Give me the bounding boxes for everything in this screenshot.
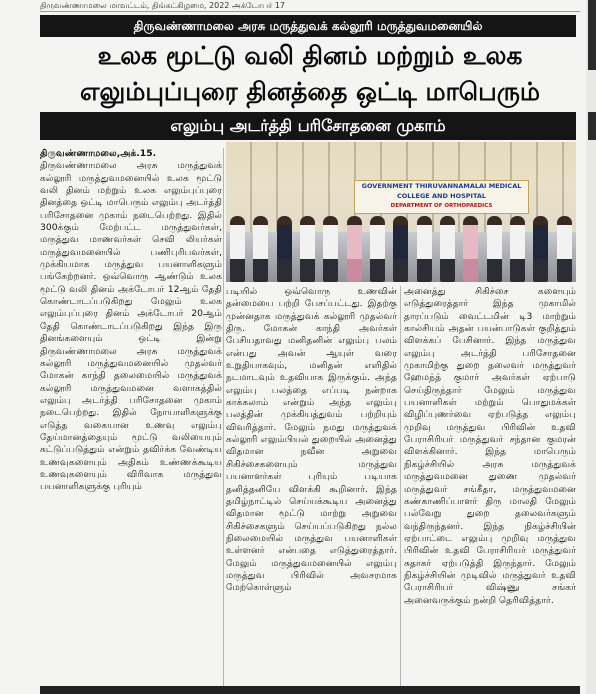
person-figure [533,216,548,282]
article-column-2: படியில் ஒவ்வொரு உணவின் தன்மையை பற்றி பேசப்பட்டது. இதற்கு முன்னதாக மருத்துவக் கல்லூரி முதல்வர் திரு. மோகன் காந்தி அவர்கள் பேசியதாவது மனிதனின் எலும்பு பலம் என்பது அவன் ஆயுள் வரை உறுதியாகவும், மனிதன் எளிதில் நடமாடவும் உதவியாக இருக்கும். அந்த எலும்பு பலத்தை எப்படி நன்றாக காக்கலாம் என்றும் அந்த எலும்பு பலத்தின் முக்கியத்துவம் பற்றியும் விவரித்தார். மேலும் நமது மருத்துவக் கல்லூரி எலும்பியல் துறையில் அனைத்து விதமான நவீன அறுவை சிகிச்சைகளையும் மருத்துவ பயனாளர்கள் புரியும் படியாக தனித்தனியே விளக்கி கூறினார். இந்த தமிழ்நாட்டில் செய்யக்கூடிய அனைத்து விதமான மூட்டு மாற்று அறுவை சிகிச்சைகளும் செய்யப்படுகிறது நல்ல நிலைமையில் மருத்துவ பயனாளிகள் உள்ளனர் என்பதை எடுத்துரைத்தார். மேலும் மருத்துவமனையில் எலும்பு மருத்துவ பிரிவில் அவசரமாக மேற்கொள்ளும் [226,286,397,594]
kicker-banner: திருவண்ணாமலை அரசு மருத்துவக் கல்லூரி மருத்துவமனையில் [40,15,576,37]
person-figure [230,216,245,282]
column-1-text: திருவண்ணாமலை அரசு மருத்துவக் கல்லூரி மருத்துவமனையில் உலக மூட்டு வலி தினம் மற்றும் உலக எலும்புப்புரை தினத்தை ஒட்டி மாபெரும் எலும்பு அடர்த்தி பரிசோதனை முகாம் நடைபெற்றது. இதில் 300க்கும் மேற்பட்ட மருத்துவர்கள், மருத்துவ மாணவர்கள் செவி லியர்கள் மருத்துவமனையில் பணிபுரிபவர்கள், முக்கியமாக மருத்துவ பயனாளிகளும் பங்கேற்றனர். ஒவ்வொரு ஆண்டும் உலக மூட்டு வலி தினம் அக்டோபர் 12ஆம் தேதி கொண்டாடப்படுகிறது மேலும் உலக எலும்புப்புரை தினம் அக்டோபர் 20ஆம் தேதி கொண்டாடப்படுகிறது இந்த இரு தினங்களையும் ஒட்டி இன்று திருவண்ணாமலை அரசு மருத்துவக் கல்லூரி மருத்துவமனையில் முதல்வர் மோகன் காந்தி தலைமையில் மருத்துவக் கல்லூரி மருத்துவமனை வளாகத்தில் எலும்பு அடர்த்தி பரிசோதனை முகாம் நடைபெற்றது. இதில் நோயாளிகளுக்கு எடுத்த வகையான உணவு எலும்பு தேய்மானத்தையும் மூட்டு வலியையும் கட்டுப்படுத்தும் என்றும் தவிர்க்க வேண்டிய உணவுகளையும் அதிகம் உண்ணக்கூடிய உணவுகளையும் விரிவாக மருத்துவ பயனாளிகளுக்கு புரியும் [40,160,222,493]
adjacent-page-block [588,112,596,140]
person-figure [440,216,455,282]
sign-line-3: DEPARTMENT OF ORTHOPAEDICS [390,203,493,209]
person-figure [417,216,432,282]
person-figure [510,216,525,282]
person-figure [347,216,362,282]
person-figure [300,216,315,282]
headline-line-1: உலக மூட்டு வலி தினம் மற்றும் உலக [97,41,523,70]
person-figure [463,216,478,282]
column-divider [400,286,401,686]
sign-line-1: GOVERNMENT THIRUVANNAMALAI MEDICAL [361,182,522,190]
person-figure [323,216,338,282]
sign-line-2: COLLEGE AND HOSPITAL [396,192,487,200]
person-figure [277,216,292,282]
person-figure [557,216,572,282]
masthead-strip: திருவண்ணாமலை மாவட்டம், திங்கட்கிழமை, 2022 அக்டோபர் 17 [40,0,580,12]
event-photo [226,142,576,282]
headline-line-2: எலும்புப்புரை தினத்தை ஒட்டி மாபெரும் [79,77,541,106]
article-column-1 [40,148,222,688]
adjacent-page-block [588,0,596,70]
article-column-3: அனைத்து சிகிச்சை களையும் எடுத்துரைத்தார் இந்த முகாமில் தாரப்படும் வைட்டமின் டி3 மாற்றும் கால்சியம் அதன் பயன்பாடுகள் குறித்தும் விளக்கப் பேசினார். இந்த மருத்துவ எலும்பு அடர்த்தி பரிசோதனை முகாமிற்கு துறை தலைவர் மருத்துவர் ஹேமந்த் குமார் அவர்கள் ஏற்பாடு செய்திருந்தார் மேலும் மருத்துவ பயனாளிகள் மற்றும் பொதுமக்கள் விழிப்புணர்வை ஏற்படுத்த எலும்பு முறிவு மருத்துவ பிரிவின் உதவி பேராசிரியர் மருத்துவர் சந்தான குமரன் விளக்கினார். இந்த மாபெரும் நிகழ்ச்சியில் அரசு மருத்துவக் மருத்துவமனை துணை முதல்வர் மருத்துவர் சங்கீதா, மருத்துவமனை கண்காணிப்பாளர் திரு மாலதி மேலும் பல்வேறு துறை தலைவர்களும் வந்திருந்தனர். இந்த நிகழ்ச்சியின் ஏற்பாட்டை எலும்பு முறிவு மருத்துவ பிரிவின் உதவி பேராசிரியர் மருத்துவர் சுதாகர் ஏற்படுத்தி இருந்தார். மேலும் நிகழ்ச்சியின் முடிவில் மருத்துவர் உதவி பேராசிரியர் விஷ்ணு சங்கர் அனைவருக்கும் நன்றி தெரிவித்தார். [404,286,576,606]
next-headline-strip [40,686,580,694]
person-figure [393,216,408,282]
person-figure [487,216,502,282]
person-figure [370,216,385,282]
person-figure [253,216,268,282]
group-of-doctors [226,212,576,282]
headline [40,38,580,110]
subheadline-banner: எலும்பு அடர்த்தி பரிசோதனை முகாம் [40,112,576,140]
column-divider [223,148,224,686]
adjacent-page-edge [586,0,596,694]
dateline: திருவண்ணாமலை,அக்.15. [40,148,157,159]
hospital-signboard [354,180,529,214]
